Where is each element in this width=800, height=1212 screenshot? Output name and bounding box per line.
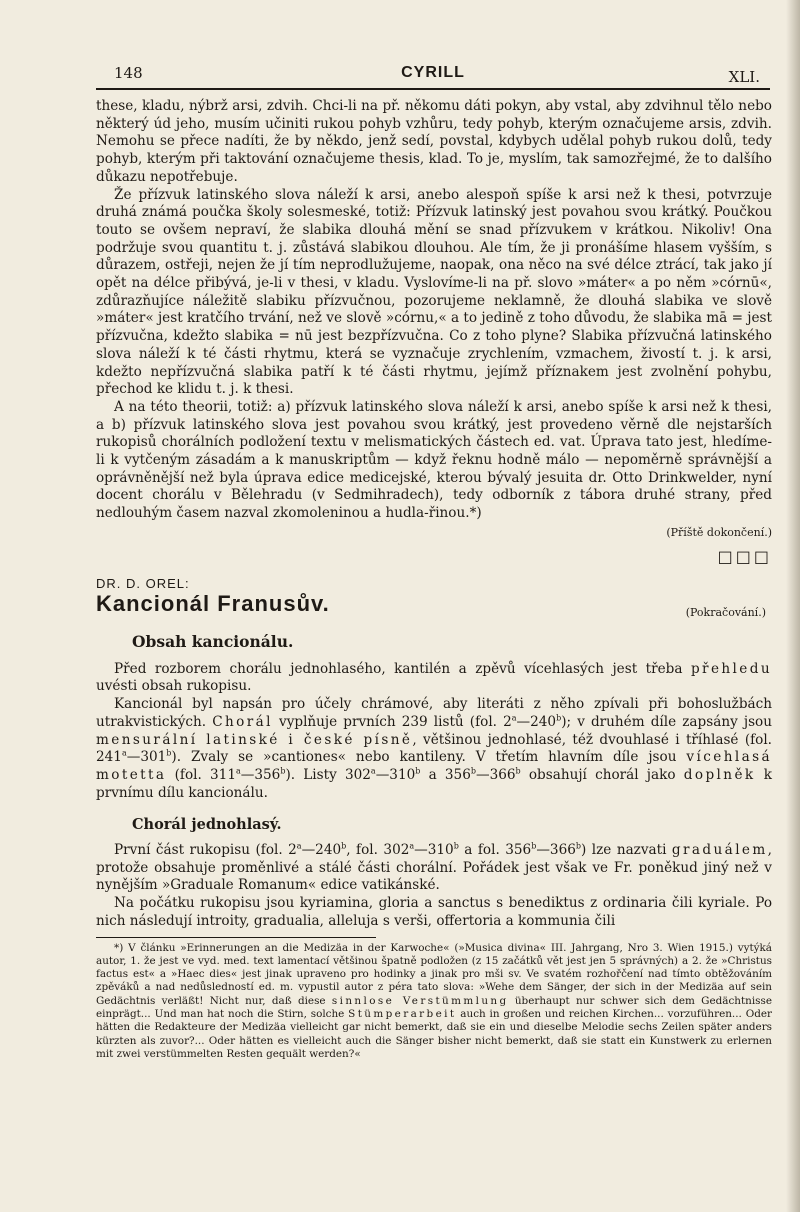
emphasis-text: vícehlasá motetta bbox=[96, 749, 772, 783]
paragraph: Před rozborem chorálu jednohlasého, kantilén a zpěvů vícehlasých jest třeba přehledu uvésti obsah rukopisu. bbox=[96, 660, 772, 695]
section-title: Obsah kancionálu. bbox=[132, 631, 294, 651]
article-author: DR. D. OREL: bbox=[96, 576, 190, 592]
continued-note: (Příště dokončení.) bbox=[666, 525, 772, 539]
page-number: 148 bbox=[114, 64, 143, 82]
volume-number: XLI. bbox=[728, 68, 760, 86]
paragraph: Kancionál byl napsán pro účely chrámové, aby literáti z něho zpívali při bohoslužbách utrakvistických. Chorál vyplňuje prvních 239 listů (fol. 2$^a$—240$^b$); v druhém díle zapsány jsou mensurální latinské i české písně, většinou jednohlasé, též dvouhlasé i tříhlasé (fol. 241$^a$—301$^b$). Zvaly se »cantiones« nebo kantileny. V třetím hlavním díle jsou vícehlasá motetta (fol. 311$^a$—356$^b$). Listy 302$^a$—310$^b$ a 356$^b$—366$^b$ obsahují chorál jako doplněk k prvnímu dílu kancionálu. bbox=[96, 696, 773, 801]
journal-title: CYRILL bbox=[401, 64, 465, 81]
page-header bbox=[96, 62, 770, 90]
paragraph: these, kladu, nýbrž arsi, zdvih. Chci-li na př. někomu dáti pokyn, aby vstal, aby zdvihnul tělo nebo některý úd jeho, musím učiniti rukou pohyb vzhůru, tedy pohyb, kterým označujeme arsis, zdvih. Nemohu se přece nadíti, že by někdo, jenž sedí, povstal, kdybych udělal pohyb rukou dolů, tedy pohyb, kterým při taktování označujeme thesis, klad. To je, myslím, tak samozřejmé, že to dalšího důkazu nepotřebuje. bbox=[96, 98, 772, 185]
emphasis-text: přehledu bbox=[690, 660, 772, 677]
emphasis-text: Chorál bbox=[212, 713, 273, 730]
subsection-title: Chorál jednohlasý. bbox=[132, 816, 282, 834]
paragraph: Na počátku rukopisu jsou kyriamina, gloria a sanctus s benediktus z ordinaria čili kyriale. Po nich následují introity, gradualia, alleluja s verši, offertoria a kommunia čili bbox=[96, 895, 772, 929]
end-marks: □□□ bbox=[717, 546, 772, 566]
emphasis-text: sinnlose Verstümmlung bbox=[331, 994, 509, 1007]
continuation-note: (Pokračování.) bbox=[685, 605, 766, 619]
paragraph: Že přízvuk latinského slova náleží k arsi, anebo alespoň spíše k arsi než k thesi, potvrzuje druhá známá poučka školy solesmeské, totiž: Přízvuk latinský jest povahou svou krátký. Poučkou touto se ovšem nepraví, že slabika dlouhá mění se snad přízvukem v krátkou. Nikoliv! Ona podržuje svou quantitu t. j. zůstává slabikou dlouhou. Ale tím, že ji pronášíme hlasem vyšším, s důrazem, ostřeji, nejen že jí tím neprodlužujeme, naopak, ona něco na své délce ztrácí, tak jako jí opět na délce přibývá, je-li v thesi, v kladu. Vyslovíme-li na př. slovo »máter« a po něm »córnū«, zdůrazňujíce náležitě slabiku přízvučnou, pozorujeme neklamně, že dlouhá slabika ve slově »máter« jest kratčího trvání, než ve slově »córnu,« a to jedině z toho důvodu, že slabika mā = jest přízvučna, kdežto slabika = nū jest bezpřízvučna. Co z toho plyne? Slabika přízvučná latinského slova náleží k té části rhytmu, která se vyznačuje zrychlením, vzmachem, živostí t. j. k arsi, kdežto nepřízvučná slabika patří k té části rhytmu, jejímž příznakem jest zvolnění pohybu, přechod ke klidu t. j. k thesi. bbox=[96, 186, 772, 398]
footnote-rule bbox=[96, 937, 376, 938]
emphasis-text: Stümperarbeit bbox=[348, 1008, 457, 1021]
page-edge-shadow bbox=[786, 0, 800, 1212]
paragraph: A na této theorii, totiž: a) přízvuk latinského slova náleží k arsi, anebo spíše k arsi než k thesi, a b) přízvuk latinského slova jest povahou svou krátký, jest provedeno věrně dle nejstarších rukopisů chorálních podložení textu v melismatických částech ed. vat. Úprava tato jest, hledíme-li k vytčeným zásadám a k manuskriptům — když řeknu hodně málo — nepoměrně správnější a oprávněnější než byla úprava edice medicejské, kterou bývalý jesuita dr. Otto Drinkwelder, nyní docent chorálu v Bělehradu (v Sedmihradech), tedy odborník z tábora druhé strany, před nedlouhým časem nazval zkomoleninou a hudla-řinou.*) bbox=[96, 398, 772, 522]
article-title-row bbox=[96, 590, 772, 629]
footnote: *) V článku »Erinnerungen an die Medizäa in der Karwoche« (»Musica divina« III. Jahrgang, Nro 3. Wien 1915.) vytýká autor, 1. že jest ve vyd. med. text lamentací většinou špatně podložen (z 15 začátků vět jest jen 5 správných) a 2. že »Christus factus est« a »Haec dies« jest jinak upraveno pro hodinky a jinak pro mši sv. Ve svatém rozhořčení nad tímto obtěžováním zpěváků a nad nedůsledností ed. m. vypustil autor z péra tato slova: »Wehe dem Sänger, der sich in der Medizäa auf sein Gedächtnis verläßt! Nicht nur, daß diese sinnlose Verstümmlung überhaupt nur schwer sich dem Gedächtnisse einprägt... Und man hat noch die Stirn, solche Stümperarbeit auch in großen und reichen Kirchen... vorzuführen... Oder hätten die Redakteure der Medizäa vielleicht gar nicht bemerkt, daß sie ein und dieselbe Melodie sechs Zeilen später anders kürzten als zuvor?... Oder hätten es vielleicht auch die Sänger bisher nicht bemerkt, daß sie statt ein Kunstwerk zu erlernen mit zwei verstümmelten Resten gequält werden?« bbox=[96, 941, 772, 1060]
emphasis-text: graduálem bbox=[671, 842, 768, 859]
article-title: Kancionál Franusův. bbox=[96, 590, 330, 616]
paragraph: První část rukopisu (fol. 2$^a$—240$^b$, fol. 302$^a$—310$^b$ a fol. 356$^b$—366$^b$) lze nazvati graduálem, protože obsahuje proměnlivé a stálé části chorální. Pořádek jest však ve Fr. poněkud jiný než v nynějším »Graduale Romanum« edice vatikánské. bbox=[96, 841, 772, 894]
emphasis-text: mensurální latinské i české písně bbox=[96, 731, 413, 748]
emphasis-text: doplněk bbox=[683, 766, 756, 783]
page-body bbox=[96, 98, 772, 1061]
